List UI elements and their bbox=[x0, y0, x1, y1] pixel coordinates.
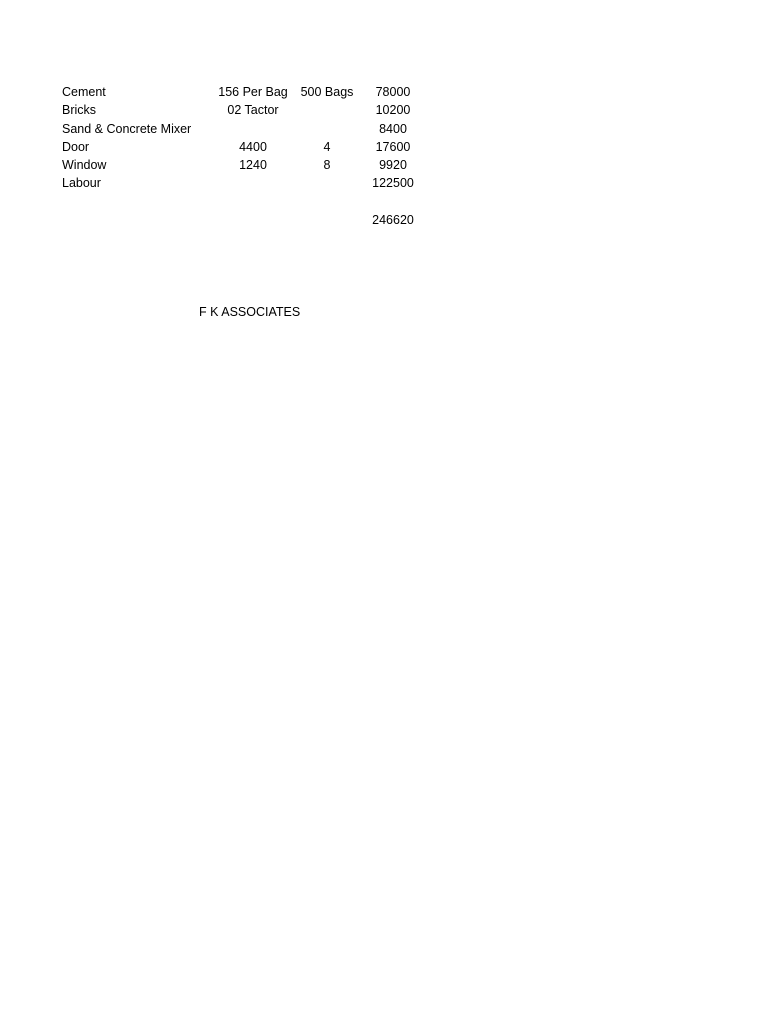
table-row bbox=[62, 120, 426, 138]
amount-cell: 8400 bbox=[379, 121, 407, 136]
total-amount: 246620 bbox=[372, 213, 414, 228]
quantity-cell bbox=[294, 101, 360, 119]
quantity-cell bbox=[294, 120, 360, 138]
rate-cell: 02 Tactor bbox=[227, 103, 279, 118]
quantity-cell: 8 bbox=[323, 158, 331, 173]
quantity-cell bbox=[294, 174, 360, 192]
item-cell: Bricks bbox=[62, 103, 97, 118]
rate-cell bbox=[212, 174, 294, 192]
estimate-table bbox=[62, 83, 426, 229]
amount-cell: 9920 bbox=[379, 158, 407, 173]
item-cell: Cement bbox=[62, 85, 106, 99]
item-cell: Labour bbox=[62, 176, 101, 191]
amount-cell: 10200 bbox=[375, 103, 411, 118]
amount-cell: 122500 bbox=[372, 176, 414, 191]
rate-cell: 156 Per Bag bbox=[218, 85, 288, 99]
item-cell: Window bbox=[62, 158, 107, 173]
table-row bbox=[62, 174, 426, 192]
spacer-row bbox=[62, 193, 426, 211]
quantity-cell: 500 Bags bbox=[300, 85, 354, 99]
amount-cell: 78000 bbox=[375, 85, 411, 99]
quantity-cell: 4 bbox=[323, 139, 331, 154]
table-row bbox=[62, 156, 426, 174]
item-cell: Sand & Concrete Mixer bbox=[62, 121, 192, 136]
rate-cell: 4400 bbox=[239, 139, 267, 154]
total-row bbox=[62, 211, 426, 229]
item-cell: Door bbox=[62, 139, 90, 154]
rate-cell: 1240 bbox=[239, 158, 267, 173]
table-row bbox=[62, 83, 426, 101]
table-row bbox=[62, 138, 426, 156]
amount-cell: 17600 bbox=[375, 139, 411, 154]
rate-cell bbox=[212, 120, 294, 138]
company-name: F K ASSOCIATES bbox=[199, 305, 301, 319]
table-row bbox=[62, 101, 426, 119]
